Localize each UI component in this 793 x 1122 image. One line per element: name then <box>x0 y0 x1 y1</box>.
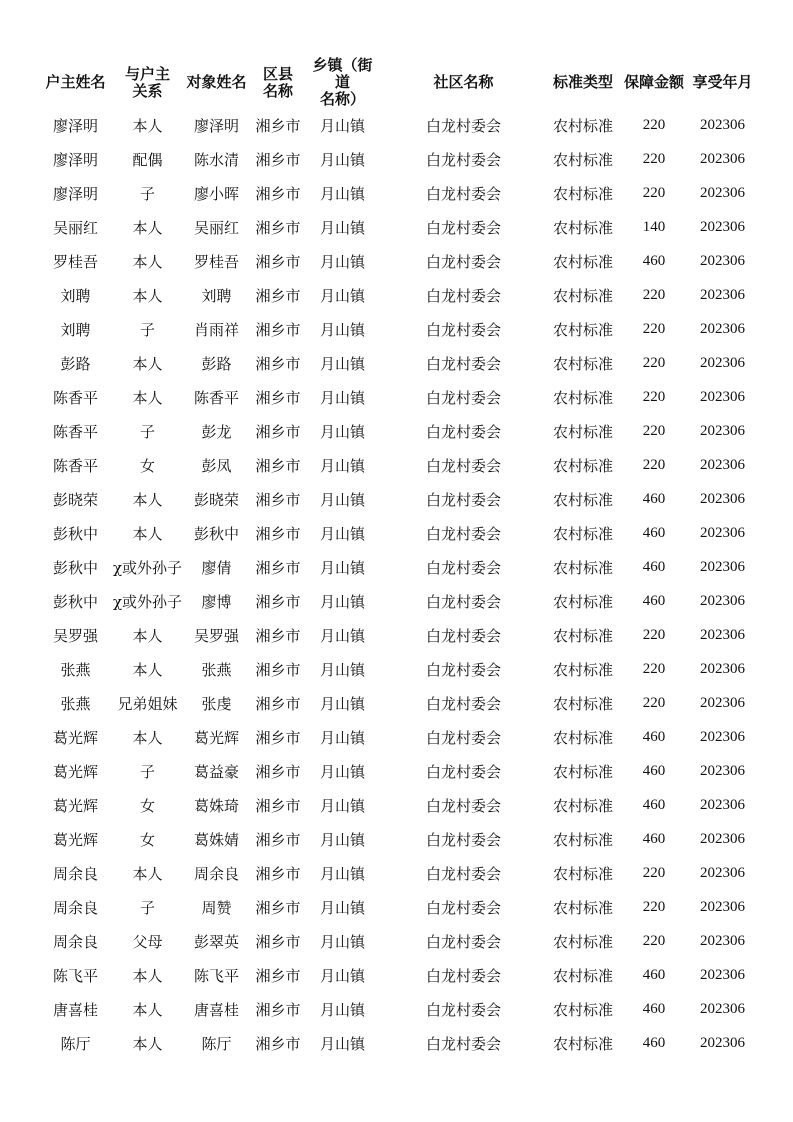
town-cell: 月山镇 <box>319 796 365 815</box>
town-cell: 月山镇 <box>319 320 365 339</box>
county-cell: 湘乡市 <box>255 762 301 781</box>
standard-type-cell: 农村标准 <box>552 184 613 203</box>
amount-cell: 140 <box>642 218 666 235</box>
community-cell: 白龙村委会 <box>425 864 501 883</box>
person-name-cell: 葛益豪 <box>193 762 239 781</box>
table-row <box>39 618 755 652</box>
month-cell: 202306 <box>700 558 745 575</box>
standard-type-cell: 农村标准 <box>552 864 613 883</box>
community-cell: 白龙村委会 <box>425 1000 501 1019</box>
month-cell: 202306 <box>700 456 745 473</box>
community-cell: 白龙村委会 <box>425 422 501 441</box>
month-cell: 202306 <box>700 830 745 847</box>
relationship-cell: 本人 <box>132 660 163 679</box>
table-row <box>39 244 755 278</box>
relationship-cell: 本人 <box>132 966 163 985</box>
amount-cell: 220 <box>642 456 666 473</box>
table-row <box>39 686 755 720</box>
standard-type-cell: 农村标准 <box>552 116 613 135</box>
relationship-cell: 女 <box>139 796 155 815</box>
head-community: 社区名称 <box>433 73 494 91</box>
county-cell: 湘乡市 <box>255 626 301 645</box>
town-cell: 月山镇 <box>319 252 365 271</box>
community-cell: 白龙村委会 <box>425 116 501 135</box>
town-cell: 月山镇 <box>319 388 365 407</box>
relationship-cell: 兄弟姐妹 <box>117 694 178 713</box>
householder-name-cell: 彭秋中 <box>52 558 98 577</box>
standard-type-cell: 农村标准 <box>552 456 613 475</box>
table-row <box>39 652 755 686</box>
householder-name-cell: 陈飞平 <box>52 966 98 985</box>
amount-cell: 220 <box>642 898 666 915</box>
table-row <box>39 584 755 618</box>
county-cell: 湘乡市 <box>255 932 301 951</box>
householder-name-cell: 周余良 <box>52 864 98 883</box>
county-cell: 湘乡市 <box>255 252 301 271</box>
county-cell: 湘乡市 <box>255 694 301 713</box>
person-name-cell: 唐喜桂 <box>193 1000 239 1019</box>
month-cell: 202306 <box>700 898 745 915</box>
householder-name-cell: 周余良 <box>52 898 98 917</box>
standard-type-cell: 农村标准 <box>552 592 613 611</box>
county-cell: 湘乡市 <box>255 150 301 169</box>
head-standard-type: 标准类型 <box>552 73 613 91</box>
head-county: 区县 名称 <box>262 64 293 100</box>
amount-cell: 460 <box>642 558 666 575</box>
county-cell: 湘乡市 <box>255 1034 301 1053</box>
person-name-cell: 彭路 <box>201 354 232 373</box>
community-cell: 白龙村委会 <box>425 660 501 679</box>
amount-cell: 460 <box>642 592 666 609</box>
relationship-cell: 本人 <box>132 524 163 543</box>
county-cell: 湘乡市 <box>255 966 301 985</box>
community-cell: 白龙村委会 <box>425 762 501 781</box>
table-row <box>39 822 755 856</box>
standard-type-cell: 农村标准 <box>552 218 613 237</box>
month-cell: 202306 <box>700 762 745 779</box>
subsidy-table <box>39 57 755 1060</box>
table-row <box>39 1026 755 1060</box>
town-cell: 月山镇 <box>319 558 365 577</box>
relationship-cell: 子 <box>139 184 155 203</box>
relationship-cell: 本人 <box>132 1000 163 1019</box>
relationship-cell: 子 <box>139 898 155 917</box>
person-name-cell: 彭翠英 <box>193 932 239 951</box>
relationship-cell: 本人 <box>132 1034 163 1053</box>
standard-type-cell: 农村标准 <box>552 728 613 747</box>
person-name-cell: 刘聘 <box>201 286 232 305</box>
relationship-cell: 配偶 <box>132 150 163 169</box>
table-row <box>39 958 755 992</box>
community-cell: 白龙村委会 <box>425 286 501 305</box>
county-cell: 湘乡市 <box>255 218 301 237</box>
community-cell: 白龙村委会 <box>425 932 501 951</box>
standard-type-cell: 农村标准 <box>552 252 613 271</box>
town-cell: 月山镇 <box>319 422 365 441</box>
head-town: 乡镇（街道 名称） <box>312 56 373 108</box>
householder-name-cell: 陈厅 <box>60 1034 91 1053</box>
table-row <box>39 550 755 584</box>
standard-type-cell: 农村标准 <box>552 660 613 679</box>
month-cell: 202306 <box>700 116 745 133</box>
householder-name-cell: 彭路 <box>60 354 91 373</box>
county-cell: 湘乡市 <box>255 524 301 543</box>
person-name-cell: 葛光辉 <box>193 728 239 747</box>
householder-name-cell: 陈香平 <box>52 456 98 475</box>
amount-cell: 220 <box>642 422 666 439</box>
amount-cell: 460 <box>642 524 666 541</box>
community-cell: 白龙村委会 <box>425 626 501 645</box>
town-cell: 月山镇 <box>319 660 365 679</box>
town-cell: 月山镇 <box>319 354 365 373</box>
person-name-cell: 陈厅 <box>201 1034 232 1053</box>
month-cell: 202306 <box>700 286 745 303</box>
householder-name-cell: 葛光辉 <box>52 728 98 747</box>
person-name-cell: 葛姝琦 <box>193 796 239 815</box>
table-row <box>39 720 755 754</box>
amount-cell: 460 <box>642 830 666 847</box>
month-cell: 202306 <box>700 524 745 541</box>
person-name-cell: 廖倩 <box>201 558 232 577</box>
table-row <box>39 924 755 958</box>
head-amount: 保障金额 <box>623 73 684 91</box>
month-cell: 202306 <box>700 218 745 235</box>
month-cell: 202306 <box>700 388 745 405</box>
amount-cell: 460 <box>642 966 666 983</box>
amount-cell: 460 <box>642 1034 666 1051</box>
county-cell: 湘乡市 <box>255 830 301 849</box>
person-name-cell: 陈香平 <box>193 388 239 407</box>
table-body <box>39 108 755 1060</box>
table-row <box>39 380 755 414</box>
standard-type-cell: 农村标准 <box>552 626 613 645</box>
householder-name-cell: 陈香平 <box>52 388 98 407</box>
amount-cell: 460 <box>642 1000 666 1017</box>
month-cell: 202306 <box>700 1034 745 1051</box>
table-row <box>39 142 755 176</box>
relationship-cell: 本人 <box>132 286 163 305</box>
amount-cell: 460 <box>642 252 666 269</box>
community-cell: 白龙村委会 <box>425 898 501 917</box>
standard-type-cell: 农村标准 <box>552 966 613 985</box>
table-row <box>39 448 755 482</box>
table-row <box>39 210 755 244</box>
month-cell: 202306 <box>700 932 745 949</box>
town-cell: 月山镇 <box>319 898 365 917</box>
amount-cell: 220 <box>642 388 666 405</box>
amount-cell: 460 <box>642 762 666 779</box>
householder-name-cell: 廖泽明 <box>52 184 98 203</box>
community-cell: 白龙村委会 <box>425 966 501 985</box>
person-name-cell: 周余良 <box>193 864 239 883</box>
town-cell: 月山镇 <box>319 490 365 509</box>
county-cell: 湘乡市 <box>255 864 301 883</box>
person-name-cell: 张燕 <box>201 660 232 679</box>
community-cell: 白龙村委会 <box>425 456 501 475</box>
month-cell: 202306 <box>700 490 745 507</box>
table-row <box>39 856 755 890</box>
town-cell: 月山镇 <box>319 150 365 169</box>
month-cell: 202306 <box>700 796 745 813</box>
standard-type-cell: 农村标准 <box>552 524 613 543</box>
community-cell: 白龙村委会 <box>425 796 501 815</box>
month-cell: 202306 <box>700 966 745 983</box>
householder-name-cell: 刘聘 <box>60 286 91 305</box>
town-cell: 月山镇 <box>319 456 365 475</box>
standard-type-cell: 农村标准 <box>552 354 613 373</box>
householder-name-cell: 唐喜桂 <box>52 1000 98 1019</box>
town-cell: 月山镇 <box>319 1034 365 1053</box>
month-cell: 202306 <box>700 626 745 643</box>
relationship-cell: χ或外孙⼦ <box>112 558 183 577</box>
county-cell: 湘乡市 <box>255 456 301 475</box>
county-cell: 湘乡市 <box>255 116 301 135</box>
header-row <box>39 57 755 108</box>
month-cell: 202306 <box>700 354 745 371</box>
householder-name-cell: 罗桂吾 <box>52 252 98 271</box>
relationship-cell: 子 <box>139 320 155 339</box>
householder-name-cell: 葛光辉 <box>52 762 98 781</box>
town-cell: 月山镇 <box>319 286 365 305</box>
relationship-cell: 父母 <box>132 932 163 951</box>
county-cell: 湘乡市 <box>255 898 301 917</box>
table-row <box>39 754 755 788</box>
county-cell: 湘乡市 <box>255 728 301 747</box>
town-cell: 月山镇 <box>319 592 365 611</box>
amount-cell: 460 <box>642 728 666 745</box>
county-cell: 湘乡市 <box>255 388 301 407</box>
table-row <box>39 482 755 516</box>
town-cell: 月山镇 <box>319 626 365 645</box>
month-cell: 202306 <box>700 422 745 439</box>
amount-cell: 460 <box>642 796 666 813</box>
person-name-cell: 陈飞平 <box>193 966 239 985</box>
head-householder-name: 户主姓名 <box>45 73 106 91</box>
amount-cell: 220 <box>642 184 666 201</box>
relationship-cell: 女 <box>139 830 155 849</box>
householder-name-cell: 廖泽明 <box>52 116 98 135</box>
householder-name-cell: 彭秋中 <box>52 524 98 543</box>
amount-cell: 220 <box>642 150 666 167</box>
householder-name-cell: 陈香平 <box>52 422 98 441</box>
county-cell: 湘乡市 <box>255 558 301 577</box>
table-row <box>39 414 755 448</box>
town-cell: 月山镇 <box>319 694 365 713</box>
standard-type-cell: 农村标准 <box>552 422 613 441</box>
county-cell: 湘乡市 <box>255 320 301 339</box>
householder-name-cell: 葛光辉 <box>52 796 98 815</box>
table-row <box>39 278 755 312</box>
standard-type-cell: 农村标准 <box>552 286 613 305</box>
table-row <box>39 788 755 822</box>
relationship-cell: 本人 <box>132 388 163 407</box>
householder-name-cell: 葛光辉 <box>52 830 98 849</box>
amount-cell: 220 <box>642 694 666 711</box>
community-cell: 白龙村委会 <box>425 150 501 169</box>
amount-cell: 220 <box>642 626 666 643</box>
county-cell: 湘乡市 <box>255 1000 301 1019</box>
standard-type-cell: 农村标准 <box>552 762 613 781</box>
householder-name-cell: 廖泽明 <box>52 150 98 169</box>
relationship-cell: 本人 <box>132 626 163 645</box>
amount-cell: 220 <box>642 660 666 677</box>
householder-name-cell: 张燕 <box>60 694 91 713</box>
person-name-cell: 吴丽红 <box>193 218 239 237</box>
town-cell: 月山镇 <box>319 728 365 747</box>
relationship-cell: 本人 <box>132 490 163 509</box>
head-month: 享受年月 <box>692 73 753 91</box>
person-name-cell: 彭凤 <box>201 456 232 475</box>
month-cell: 202306 <box>700 694 745 711</box>
standard-type-cell: 农村标准 <box>552 388 613 407</box>
town-cell: 月山镇 <box>319 524 365 543</box>
standard-type-cell: 农村标准 <box>552 150 613 169</box>
amount-cell: 460 <box>642 490 666 507</box>
householder-name-cell: 吴罗强 <box>52 626 98 645</box>
standard-type-cell: 农村标准 <box>552 558 613 577</box>
town-cell: 月山镇 <box>319 932 365 951</box>
head-relationship: 与户主 关系 <box>124 64 170 100</box>
month-cell: 202306 <box>700 660 745 677</box>
person-name-cell: 陈水清 <box>193 150 239 169</box>
month-cell: 202306 <box>700 728 745 745</box>
table-row <box>39 108 755 142</box>
standard-type-cell: 农村标准 <box>552 830 613 849</box>
community-cell: 白龙村委会 <box>425 490 501 509</box>
standard-type-cell: 农村标准 <box>552 1034 613 1053</box>
town-cell: 月山镇 <box>319 966 365 985</box>
person-name-cell: 周赞 <box>201 898 232 917</box>
month-cell: 202306 <box>700 184 745 201</box>
householder-name-cell: 吴丽红 <box>52 218 98 237</box>
standard-type-cell: 农村标准 <box>552 932 613 951</box>
month-cell: 202306 <box>700 1000 745 1017</box>
householder-name-cell: 彭秋中 <box>52 592 98 611</box>
relationship-cell: 本人 <box>132 728 163 747</box>
town-cell: 月山镇 <box>319 864 365 883</box>
person-name-cell: 吴罗强 <box>193 626 239 645</box>
person-name-cell: 廖泽明 <box>193 116 239 135</box>
county-cell: 湘乡市 <box>255 354 301 373</box>
standard-type-cell: 农村标准 <box>552 694 613 713</box>
month-cell: 202306 <box>700 252 745 269</box>
person-name-cell: 彭晓荣 <box>193 490 239 509</box>
relationship-cell: 本人 <box>132 218 163 237</box>
community-cell: 白龙村委会 <box>425 694 501 713</box>
month-cell: 202306 <box>700 320 745 337</box>
town-cell: 月山镇 <box>319 116 365 135</box>
person-name-cell: 彭秋中 <box>193 524 239 543</box>
community-cell: 白龙村委会 <box>425 388 501 407</box>
table-row <box>39 516 755 550</box>
community-cell: 白龙村委会 <box>425 354 501 373</box>
person-name-cell: 廖小晖 <box>193 184 239 203</box>
county-cell: 湘乡市 <box>255 184 301 203</box>
county-cell: 湘乡市 <box>255 422 301 441</box>
relationship-cell: 女 <box>139 456 155 475</box>
community-cell: 白龙村委会 <box>425 1034 501 1053</box>
amount-cell: 220 <box>642 320 666 337</box>
community-cell: 白龙村委会 <box>425 728 501 747</box>
standard-type-cell: 农村标准 <box>552 1000 613 1019</box>
amount-cell: 220 <box>642 864 666 881</box>
community-cell: 白龙村委会 <box>425 218 501 237</box>
standard-type-cell: 农村标准 <box>552 898 613 917</box>
county-cell: 湘乡市 <box>255 592 301 611</box>
relationship-cell: χ或外孙⼦ <box>112 592 183 611</box>
amount-cell: 220 <box>642 286 666 303</box>
table-row <box>39 890 755 924</box>
community-cell: 白龙村委会 <box>425 252 501 271</box>
standard-type-cell: 农村标准 <box>552 796 613 815</box>
person-name-cell: 肖雨祥 <box>193 320 239 339</box>
relationship-cell: 本人 <box>132 354 163 373</box>
amount-cell: 220 <box>642 932 666 949</box>
person-name-cell: 葛姝婧 <box>193 830 239 849</box>
amount-cell: 220 <box>642 354 666 371</box>
relationship-cell: 子 <box>139 422 155 441</box>
community-cell: 白龙村委会 <box>425 592 501 611</box>
town-cell: 月山镇 <box>319 762 365 781</box>
householder-name-cell: 彭晓荣 <box>52 490 98 509</box>
county-cell: 湘乡市 <box>255 286 301 305</box>
table-row <box>39 312 755 346</box>
householder-name-cell: 张燕 <box>60 660 91 679</box>
table-row <box>39 176 755 210</box>
town-cell: 月山镇 <box>319 830 365 849</box>
relationship-cell: 本人 <box>132 116 163 135</box>
householder-name-cell: 刘聘 <box>60 320 91 339</box>
community-cell: 白龙村委会 <box>425 558 501 577</box>
standard-type-cell: 农村标准 <box>552 490 613 509</box>
relationship-cell: 本人 <box>132 864 163 883</box>
month-cell: 202306 <box>700 592 745 609</box>
county-cell: 湘乡市 <box>255 660 301 679</box>
table-row <box>39 346 755 380</box>
person-name-cell: 廖博 <box>201 592 232 611</box>
month-cell: 202306 <box>700 864 745 881</box>
county-cell: 湘乡市 <box>255 796 301 815</box>
community-cell: 白龙村委会 <box>425 524 501 543</box>
town-cell: 月山镇 <box>319 1000 365 1019</box>
community-cell: 白龙村委会 <box>425 830 501 849</box>
householder-name-cell: 周余良 <box>52 932 98 951</box>
month-cell: 202306 <box>700 150 745 167</box>
county-cell: 湘乡市 <box>255 490 301 509</box>
person-name-cell: 彭龙 <box>201 422 232 441</box>
person-name-cell: 张虔 <box>201 694 232 713</box>
head-person-name: 对象姓名 <box>186 73 247 91</box>
community-cell: 白龙村委会 <box>425 320 501 339</box>
standard-type-cell: 农村标准 <box>552 320 613 339</box>
amount-cell: 220 <box>642 116 666 133</box>
table-row <box>39 992 755 1026</box>
community-cell: 白龙村委会 <box>425 184 501 203</box>
relationship-cell: 本人 <box>132 252 163 271</box>
relationship-cell: 子 <box>139 762 155 781</box>
town-cell: 月山镇 <box>319 184 365 203</box>
town-cell: 月山镇 <box>319 218 365 237</box>
person-name-cell: 罗桂吾 <box>193 252 239 271</box>
